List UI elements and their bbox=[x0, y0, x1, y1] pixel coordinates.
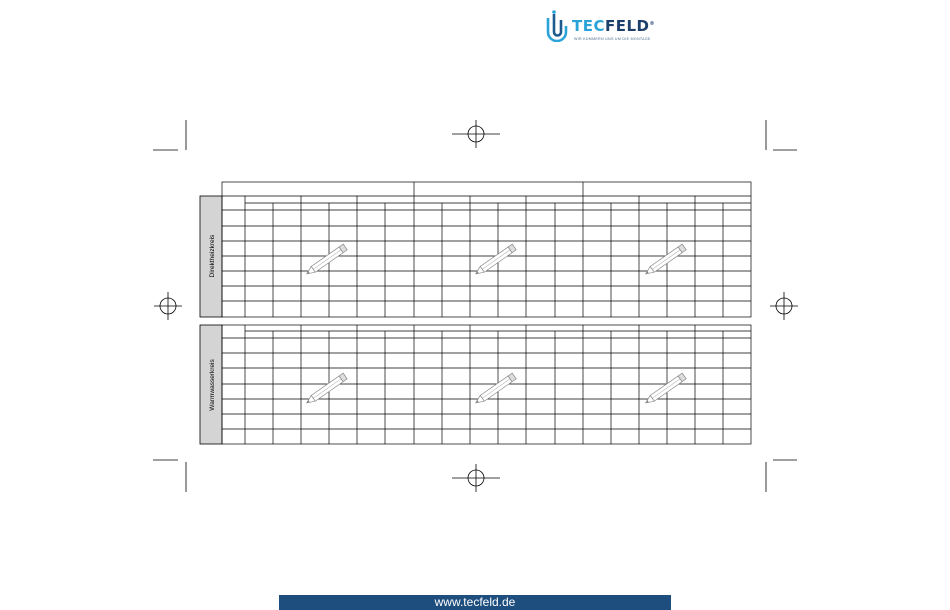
pencil-icon bbox=[644, 373, 687, 406]
side-label-direktheizkreis: Direktheizkreis bbox=[209, 234, 216, 278]
crop-marks bbox=[153, 120, 797, 492]
registration-mark-bottom bbox=[452, 464, 500, 492]
registration-mark-top bbox=[452, 120, 500, 148]
registration-mark-left bbox=[154, 292, 182, 320]
pencil-icon bbox=[305, 373, 348, 406]
pencil-icon bbox=[474, 373, 517, 406]
footer-bar bbox=[279, 595, 671, 610]
website-url[interactable]: www.tecfeld.de bbox=[434, 595, 516, 609]
tecfeld-tagline: WIR KÜMMERN UNS UM DIE MONTAGE bbox=[574, 37, 651, 41]
pencil-icon bbox=[474, 244, 517, 277]
side-label-warmwasserkreis: Warmwasserkreis bbox=[209, 359, 216, 411]
tecfeld-wordmark: TECFELD® bbox=[572, 17, 656, 35]
pencil-icon bbox=[644, 244, 687, 277]
registration-mark-right bbox=[770, 292, 798, 320]
pencil-icon bbox=[305, 244, 348, 277]
table-direktheizkreis bbox=[222, 182, 751, 317]
registration-marks bbox=[154, 120, 798, 492]
